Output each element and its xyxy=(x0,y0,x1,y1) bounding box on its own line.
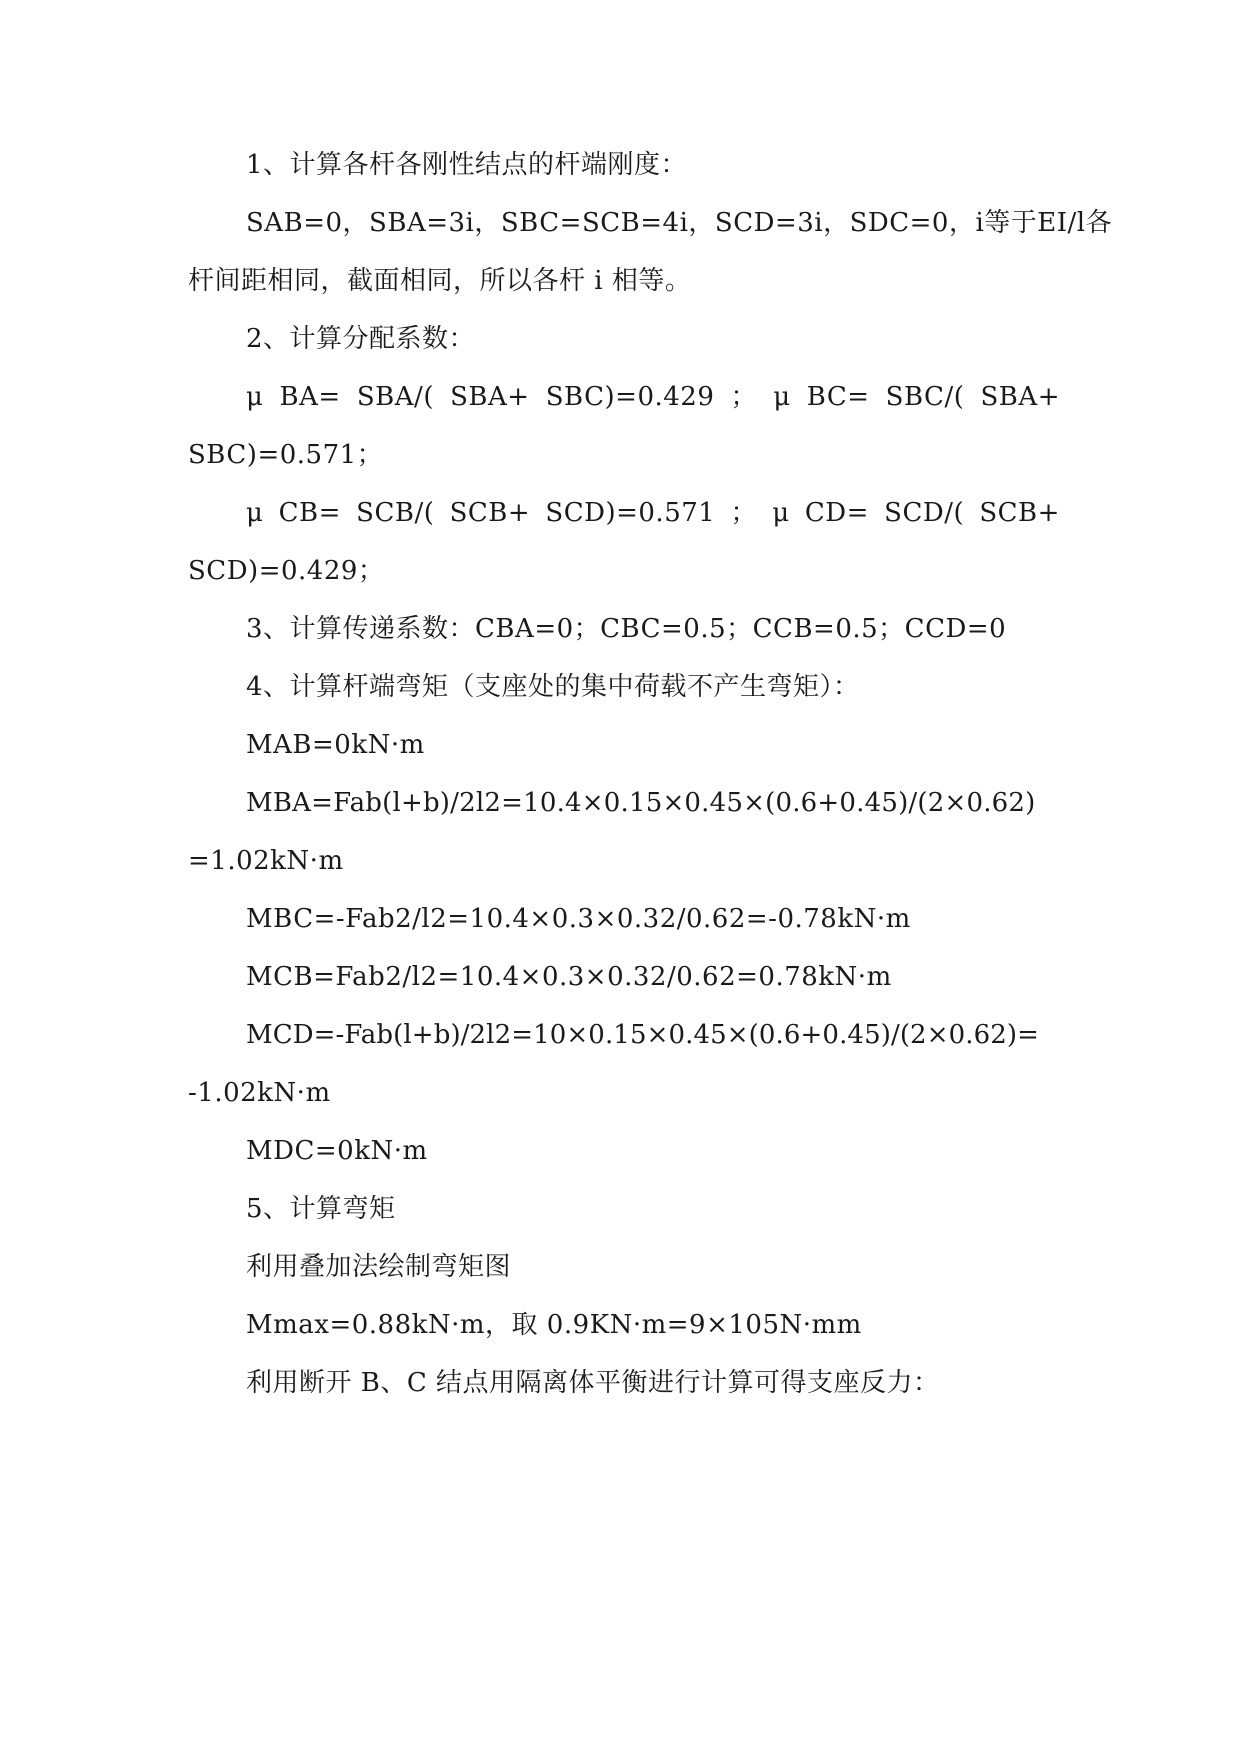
step-5-heading: 5、计算弯矩 xyxy=(246,1194,396,1224)
term: CD= xyxy=(804,498,869,528)
term: SBC)=0.429 xyxy=(545,382,715,412)
step-2-heading: 2、计算分配系数： xyxy=(246,324,476,354)
mu-symbol: μ xyxy=(772,498,790,528)
stiffness-tail: 各 xyxy=(1085,208,1113,238)
moment-mba-result: =1.02kN·m xyxy=(188,846,344,876)
moment-mcd-result: -1.02kN·m xyxy=(188,1078,331,1108)
term: BA= xyxy=(279,382,341,412)
stiffness-word: 等于 xyxy=(984,208,1038,238)
term: SCB+ xyxy=(449,498,531,528)
moment-mdc: MDC=0kN·m xyxy=(246,1136,428,1166)
term: SCD)=0.571 xyxy=(545,498,716,528)
term: SCB+ xyxy=(979,498,1060,528)
separator: ； xyxy=(730,498,758,528)
term: SCD/( xyxy=(884,498,965,528)
moment-mba: MBA=Fab(l+b)/2l2=10.4×0.15×0.45×(0.6+0.45)/(2×0.62) xyxy=(246,788,1036,818)
distribution-line-c-cont: SCD)=0.429； xyxy=(188,556,385,586)
mu-symbol: μ xyxy=(246,382,264,412)
term: SBA/( xyxy=(356,382,434,412)
term: SBA+ xyxy=(980,382,1060,412)
mu-symbol: μ xyxy=(773,382,791,412)
distribution-line-b xyxy=(246,380,1060,414)
superposition-note: 利用叠加法绘制弯矩图 xyxy=(246,1252,512,1282)
separator: ； xyxy=(730,382,758,412)
moment-mbc: MBC=-Fab2/l2=10.4×0.3×0.32/0.62=-0.78kN·m xyxy=(246,904,911,934)
stiffness-values: SAB=0，SBA=3i，SBC=SCB=4i，SCD=3i，SDC=0，i xyxy=(246,208,985,238)
step-4-heading: 4、计算杆端弯矩（支座处的集中荷载不产生弯矩）： xyxy=(246,672,860,702)
distribution-line-c xyxy=(246,496,1060,530)
moment-mcb: MCB=Fab2/l2=10.4×0.3×0.32/0.62=0.78kN·m xyxy=(246,962,892,992)
term: SBA+ xyxy=(450,382,530,412)
stiffness-line xyxy=(246,206,1113,240)
mu-symbol: μ xyxy=(246,498,264,528)
max-moment: Mmax=0.88kN·m，取 0.9KN·m=9×105N·mm xyxy=(246,1310,862,1340)
term: CB= xyxy=(278,498,341,528)
stiffness-note: 杆间距相同，截面相同，所以各杆 i 相等。 xyxy=(188,266,692,296)
moment-mab: MAB=0kN·m xyxy=(246,730,425,760)
term: SBC/( xyxy=(885,382,965,412)
moment-mcd: MCD=-Fab(l+b)/2l2=10×0.15×0.45×(0.6+0.45)/(2×0.62)= xyxy=(246,1020,1040,1050)
step-3-carryover: 3、计算传递系数：CBA=0；CBC=0.5；CCB=0.5；CCD=0 xyxy=(246,614,1007,644)
term: BC= xyxy=(806,382,870,412)
stiffness-formula: EI/l xyxy=(1037,208,1086,238)
step-1-heading: 1、计算各杆各刚性结点的杆端刚度： xyxy=(246,150,688,180)
reaction-note: 利用断开 B、C 结点用隔离体平衡进行计算可得支座反力： xyxy=(246,1368,940,1398)
distribution-line-b-cont: SBC)=0.571； xyxy=(188,440,384,470)
term: SCB/( xyxy=(356,498,435,528)
